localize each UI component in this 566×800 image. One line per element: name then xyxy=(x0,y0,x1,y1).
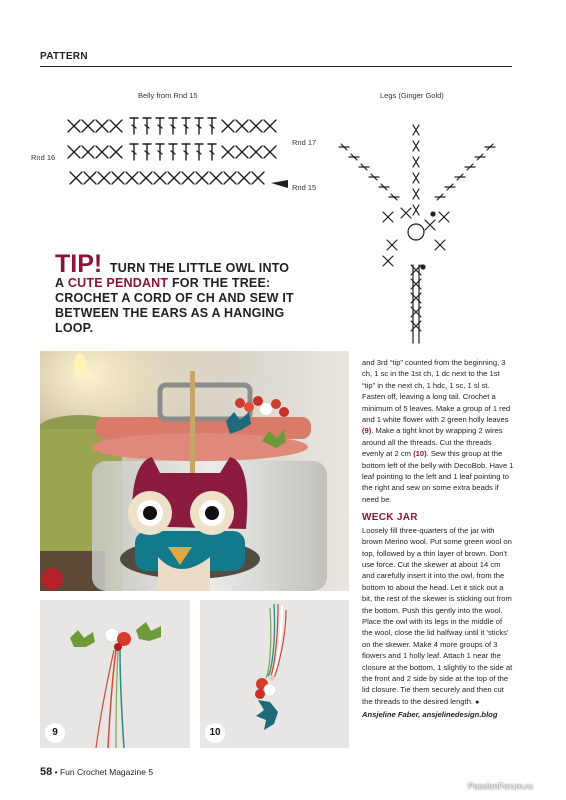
tip-callout xyxy=(55,250,295,336)
instructions-paragraph-1 xyxy=(362,357,514,505)
marker-dot-icon xyxy=(420,264,425,269)
magazine-name: Fun Crochet Magazine 5 xyxy=(59,767,154,777)
start-arrow-icon xyxy=(271,180,288,188)
author-credit: Ansjeline Faber, ansjelinedesign.blog xyxy=(362,710,498,720)
legs-stitch-chart xyxy=(330,105,510,350)
owl-jar-photo xyxy=(40,351,349,591)
belly-rnd17-label: Rnd 17 xyxy=(292,138,317,147)
end-mark-icon: ● xyxy=(475,698,480,706)
para2-text: Loosely fill three-quarters of the jar with brown Merino wool. Put some green wool on top, followed by a thin layer of brown. Don't use force. Cut the skewer at about 14 cm and carefully insert it into the owl, from the bottom to about the head. Let it stick out a bit, the rest of the skewer is sticking out from the bottom. Push this gently into the wool. Place the owl with its legs in the middle of the wool, close the lid halfway until it 'sticks' on the skewer. Make 4 more groups of 3 flowers and 1 holly leaf. Attach 1 near the closure at the bottom, 1 slightly to the side at the front and 2 side by side at the top of the lid closure. Tie them securely and then cut the threads to the desired length. xyxy=(362,525,513,706)
belly-rnd15-label: Rnd 15 xyxy=(292,183,317,192)
step-10-badge: 10 xyxy=(205,723,225,743)
step-9-badge: 9 xyxy=(45,723,65,743)
instructions-paragraph-2 xyxy=(362,525,514,709)
instructions-column xyxy=(362,357,514,721)
weck-jar-heading: WECK JAR xyxy=(362,512,418,524)
step-9-photo xyxy=(40,600,190,748)
ref-9-marker: (9) xyxy=(362,426,372,436)
step-10-photo xyxy=(200,600,349,748)
ref-10-marker: (10) xyxy=(413,449,427,459)
tip-line2: FOR THE TREE: CROCHET A CORD OF CH AND SEW IT BETWEEN THE EARS AS A HANGING LOOP. xyxy=(55,276,294,335)
para1-part-c: . Sew this group at the bottom left of the belly with DecoBob. Have 1 leaf pointing to the left and 1 leaf pointing to the right and sew on some extra beads if need be. xyxy=(362,449,514,504)
belly-stitch-chart xyxy=(58,112,293,197)
belly-chart-title: Belly from Rnd 15 xyxy=(138,91,198,100)
marker-dot-icon xyxy=(430,211,435,216)
header-rule xyxy=(40,66,512,67)
page-number: 58 xyxy=(40,766,53,778)
belly-rnd16-label: Rnd 16 xyxy=(31,153,56,162)
footer-bullet: • xyxy=(54,767,58,777)
tip-word: TIP! xyxy=(55,250,103,278)
section-label: PATTERN xyxy=(40,51,88,62)
tip-highlight: CUTE PENDANT xyxy=(67,276,169,290)
magic-ring-icon xyxy=(408,224,424,240)
tip-line1: TURN THE LITTLE OWL INTO A xyxy=(55,261,290,290)
page-footer xyxy=(40,766,153,778)
legs-chart-title: Legs (Ginger Gold) xyxy=(380,91,444,100)
watermark: PassionForum.ru xyxy=(468,781,533,791)
para1-part-a: and 3rd “tip” counted from the beginning, 3 ch, 1 sc in the 1st ch, 1 dc next to the 1st “tip” in the next ch, 1 hdc, 1 sc, 1 sl st. Fasten off, leaving a long tail. Crochet a minimum of 5 leaves. Make a group of 1 red and 1 white flower with 2 green holly leaves xyxy=(362,358,511,425)
para1-part-b: . Make a tight knot by wrapping 2 wires around all the threads. Cut the threads evenly at 2 cm xyxy=(362,426,503,459)
